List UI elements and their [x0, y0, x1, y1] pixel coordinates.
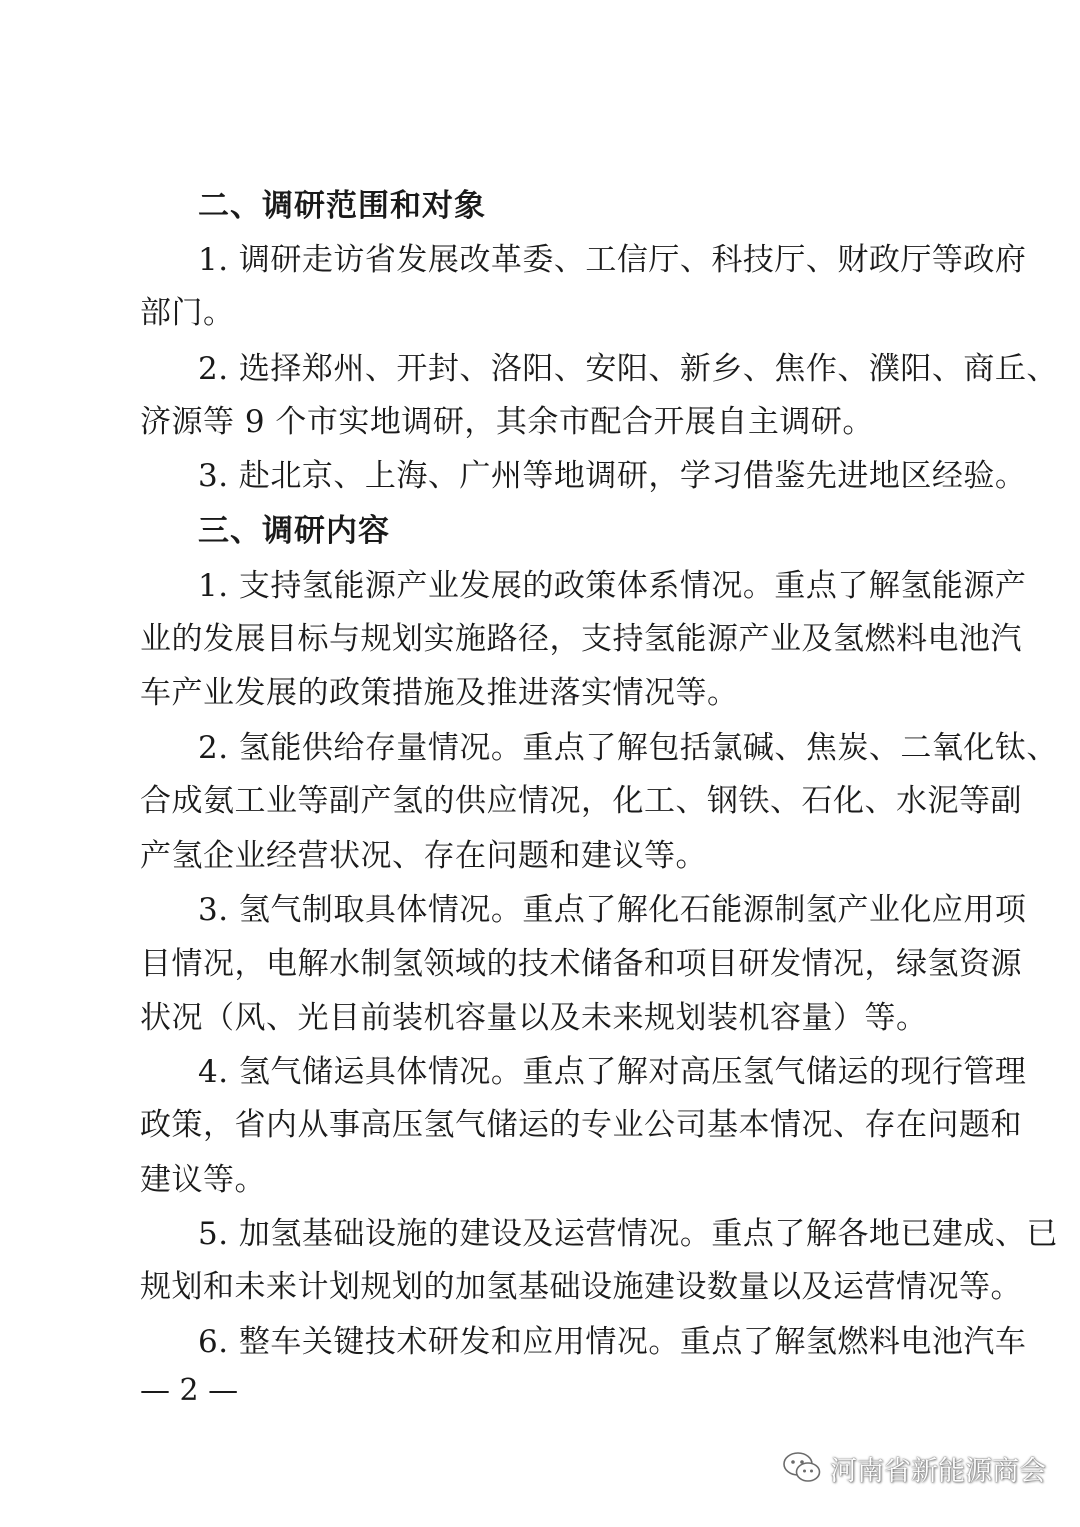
paragraph-line: 建议等。: [140, 1162, 266, 1198]
section-heading-scope: 二、调研范围和对象: [198, 188, 486, 224]
paragraph-line: 合成氨工业等副产氢的供应情况，化工、钢铁、石化、水泥等副: [140, 783, 1022, 819]
paragraph-line: 产氢企业经营状况、存在问题和建议等。: [140, 838, 707, 874]
page-number: — 2 —: [140, 1373, 239, 1408]
paragraph-line: 6. 整车关键技术研发和应用情况。重点了解氢燃料电池汽车: [198, 1324, 1027, 1360]
paragraph-line: 3. 氢气制取具体情况。重点了解化石能源制氢产业化应用项: [198, 892, 1027, 928]
watermark-text: 河南省新能源商会: [830, 1455, 1046, 1487]
paragraph-line: 5. 加氢基础设施的建设及运营情况。重点了解各地已建成、已: [198, 1216, 1058, 1252]
paragraph-line: 1. 支持氢能源产业发展的政策体系情况。重点了解氢能源产: [198, 568, 1027, 604]
paragraph-line: 政策，省内从事高压氢气储运的专业公司基本情况、存在问题和: [140, 1107, 1022, 1143]
paragraph-line: 2. 选择郑州、开封、洛阳、安阳、新乡、焦作、濮阳、商丘、: [198, 351, 1058, 387]
paragraph-line: 状况（风、光目前装机容量以及未来规划装机容量）等。: [140, 1000, 928, 1036]
section-heading-content: 三、调研内容: [198, 513, 390, 549]
wechat-icon: [782, 1451, 822, 1485]
paragraph-line: 部门。: [140, 295, 235, 331]
paragraph-line: 1. 调研走访省发展改革委、工信厅、科技厅、财政厅等政府: [198, 242, 1027, 278]
paragraph-line: 业的发展目标与规划实施路径，支持氢能源产业及氢燃料电池汽: [140, 621, 1022, 657]
paragraph-line: 4. 氢气储运具体情况。重点了解对高压氢气储运的现行管理: [198, 1054, 1027, 1090]
source-watermark: [782, 1448, 1046, 1488]
paragraph-line: 规划和未来计划规划的加氢基础设施建设数量以及运营情况等。: [140, 1269, 1022, 1305]
paragraph-line: 3. 赴北京、上海、广州等地调研，学习借鉴先进地区经验。: [198, 458, 1027, 494]
paragraph-line: 目情况，电解水制氢领域的技术储备和项目研发情况，绿氢资源: [140, 946, 1022, 982]
paragraph-line: 济源等 9 个市实地调研，其余市配合开展自主调研。: [140, 404, 874, 440]
paragraph-line: 2. 氢能供给存量情况。重点了解包括氯碱、焦炭、二氧化钛、: [198, 730, 1058, 766]
paragraph-line: 车产业发展的政策措施及推进落实情况等。: [140, 675, 739, 711]
